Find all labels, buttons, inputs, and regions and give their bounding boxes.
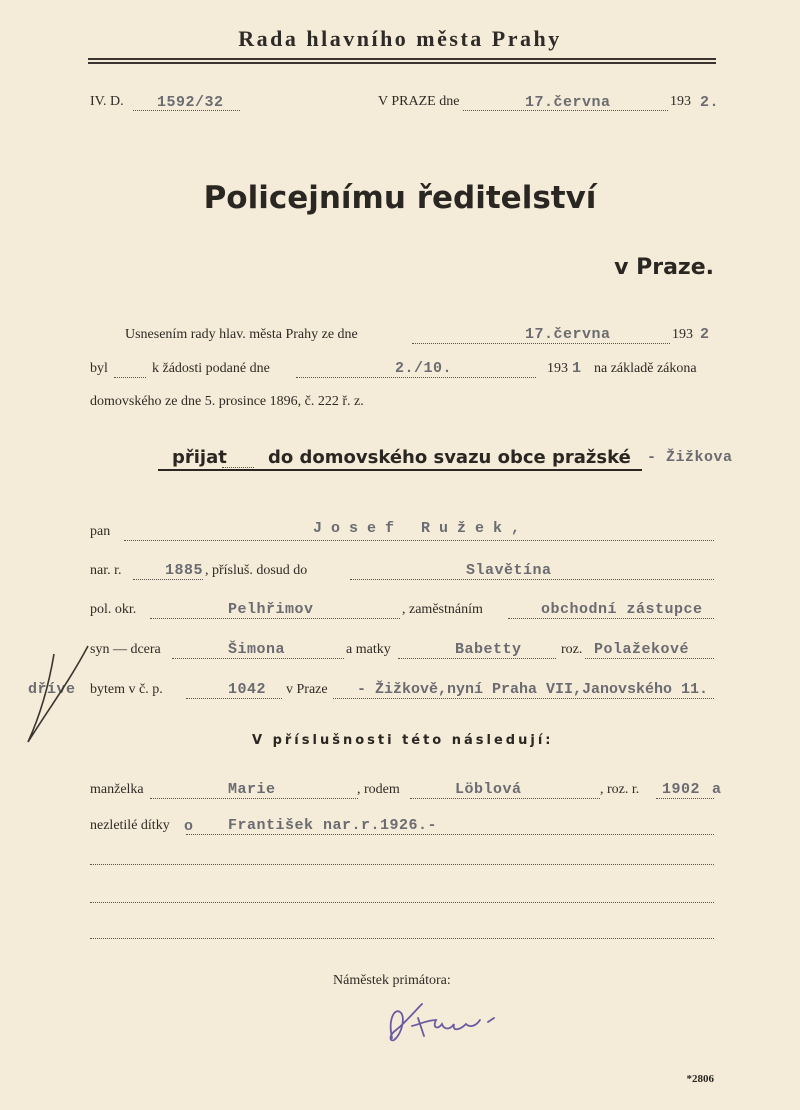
law-reference: domovského ze dne 5. prosince 1896, č. 222 ř. z. [90, 394, 364, 409]
house-number: 1042 [228, 681, 267, 698]
blank-line-1 [90, 864, 714, 865]
parent-label: syn — dcera [90, 642, 161, 657]
municipality: - Žižkova [647, 449, 733, 466]
birth-label: nar. r. [90, 563, 122, 578]
birth-dots [133, 579, 203, 580]
family-heading: V příslušnosti této následují: [252, 733, 554, 748]
prague-label: v Praze [286, 682, 328, 697]
byl-label: byl [90, 361, 108, 376]
council-header: Rada hlavního města Prahy [238, 26, 562, 51]
request-year-digit: 1 [572, 360, 582, 377]
born-label: , rodem [357, 782, 400, 797]
maiden-label: roz. [561, 642, 583, 657]
admitted-label: přijat [172, 447, 227, 468]
pan-label: pan [90, 524, 111, 539]
house-dots [186, 698, 282, 699]
pencil-checkmark [18, 630, 108, 750]
resolution-date: 17.června [525, 326, 611, 343]
request-year-prefix: 193 [547, 361, 568, 376]
wife-year-label: , roz. r. [600, 782, 640, 797]
union-text: do domovského svazu obce pražské [268, 447, 631, 468]
formerly-label: dříve [28, 681, 76, 698]
district-label: pol. okr. [90, 602, 137, 617]
address-dots [333, 698, 714, 699]
belonging-dots [350, 579, 714, 580]
wife-maiden-name: Löblová [455, 781, 522, 798]
resolution-year-prefix: 193 [672, 327, 693, 342]
resolution-text-1: Usnesením rady hlav. města Prahy ze dne [125, 327, 358, 342]
header-rule-bottom [88, 62, 716, 64]
header-rule-top [88, 58, 716, 60]
name-dots [124, 540, 714, 541]
wife-label: manželka [90, 782, 144, 797]
admission-underline [158, 469, 642, 471]
birth-year: 1885 [165, 562, 204, 579]
district-dots [150, 618, 400, 619]
mother-label: a matky [346, 642, 391, 657]
ref-date: 17.června [525, 94, 611, 111]
addressee-title: Policejnímu ředitelství [203, 180, 597, 216]
request-date: 2./10. [395, 360, 453, 377]
blank-line-3 [90, 938, 714, 939]
father-dots [172, 658, 344, 659]
children-dots [186, 834, 714, 835]
wife-birth-year: 1902 [662, 781, 701, 798]
request-text: k žádosti podané dne [152, 361, 270, 376]
ref-year-digit: 2. [700, 94, 720, 111]
resolution-year-digit: 2 [700, 326, 710, 343]
maiden-dots [585, 658, 714, 659]
mother-maiden-name: Polažekové [594, 641, 690, 658]
blank-line-2 [90, 902, 714, 903]
request-dots [296, 377, 536, 378]
children-value: František nar.r.1926.- [228, 817, 438, 834]
res-dots-1 [412, 343, 670, 344]
ref-label: IV. D. [90, 94, 124, 109]
ref-year-prefix: 193 [670, 94, 691, 109]
conjunction-a: a [712, 781, 722, 798]
address-value: - Žižkově,nyní Praha VII,Janovského 11. [357, 681, 709, 698]
byl-dots [114, 377, 146, 378]
person-name: Josef Ružek, [313, 520, 530, 537]
place-label: V PRAZE dne [378, 94, 460, 109]
residence-label: bytem v č. p. [90, 682, 163, 697]
mother-name: Babetty [455, 641, 522, 658]
wife-year-dots [656, 798, 714, 799]
signer-label: Náměstek primátora: [333, 973, 451, 988]
father-name: Šimona [228, 641, 286, 658]
occupation-value: obchodní zástupce [541, 601, 703, 618]
district-value: Pelhřimov [228, 601, 314, 618]
signature [380, 990, 520, 1050]
belonging-label: , přísluš. dosud do [205, 563, 308, 578]
wife-name: Marie [228, 781, 276, 798]
ref-number: 1592/32 [157, 94, 224, 111]
belonging-value: Slavětína [466, 562, 552, 579]
law-basis-text: na základě zákona [594, 361, 697, 376]
admitted-dots [222, 467, 254, 468]
wife-maiden-dots [410, 798, 600, 799]
children-label: nezletilé dítky [90, 818, 170, 833]
addressee-city: v Praze. [614, 255, 714, 280]
wife-dots [150, 798, 358, 799]
mother-dots [398, 658, 556, 659]
occupation-label: , zaměstnáním [402, 602, 483, 617]
form-serial: *2806 [686, 1073, 714, 1085]
children-o: o [184, 818, 194, 835]
occupation-dots [508, 618, 714, 619]
